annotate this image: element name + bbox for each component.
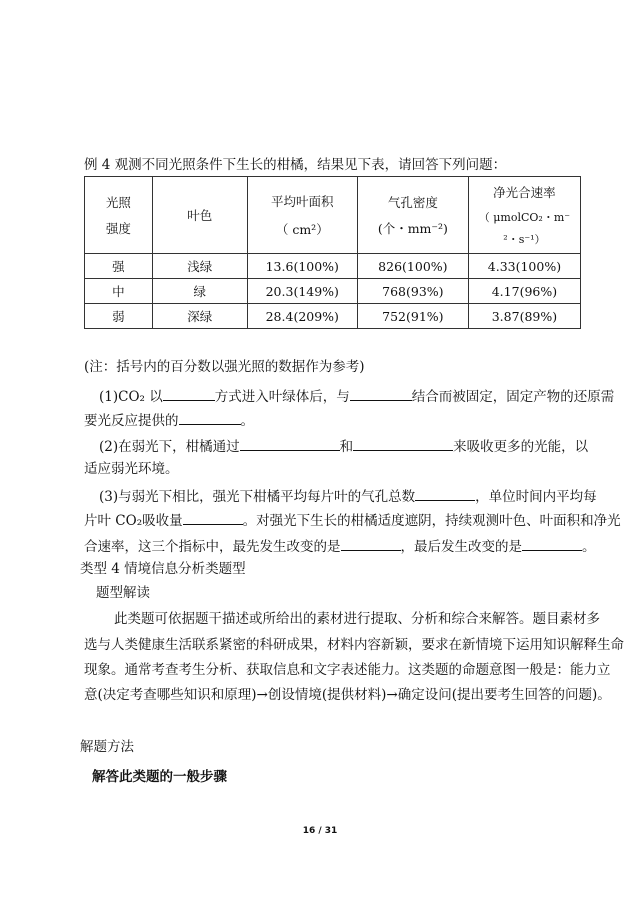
cell-light: 强 bbox=[85, 254, 153, 279]
q3-text-c: 片叶 CO₂吸收量 bbox=[84, 513, 183, 529]
answer-blank[interactable] bbox=[163, 386, 215, 401]
q2-text-b: 和 bbox=[339, 439, 354, 455]
table-header-row bbox=[85, 177, 581, 254]
table-row bbox=[85, 304, 581, 329]
header-leaf-color: 叶色 bbox=[152, 177, 247, 254]
cell-color: 深绿 bbox=[152, 304, 247, 329]
cell-light: 弱 bbox=[85, 304, 153, 329]
question-1-line2 bbox=[84, 410, 254, 430]
table-row bbox=[85, 279, 581, 304]
header-stomata-line2: (个・mm⁻²) bbox=[377, 221, 448, 236]
q3-text-e: 合速率，这三个指标中，最先发生改变的是 bbox=[84, 539, 341, 555]
method-title: 解题方法 bbox=[80, 739, 134, 755]
answer-blank[interactable] bbox=[350, 386, 412, 401]
table-note: (注：括号内的百分数以强光照的数据作为参考) bbox=[84, 359, 365, 375]
header-stomata-line1: 气孔密度 bbox=[387, 195, 438, 210]
section-type-title: 类型 4 情境信息分析类题型 bbox=[80, 561, 246, 577]
example-title: 例 4 观测不同光照条件下生长的柑橘，结果见下表，请回答下列问题： bbox=[84, 157, 507, 173]
q2-text-a: (2)在弱光下，柑橘通过 bbox=[99, 439, 240, 455]
question-3-line1 bbox=[99, 486, 597, 506]
question-2-line1 bbox=[99, 436, 588, 456]
cell-color: 绿 bbox=[152, 279, 247, 304]
q1-text-b: 方式进入叶绿体后，与 bbox=[214, 389, 350, 405]
cell-rate: 4.17(96%) bbox=[468, 279, 580, 304]
q3-text-b: ，单位时间内平均每 bbox=[475, 489, 597, 505]
answer-blank[interactable] bbox=[522, 536, 582, 551]
cell-rate: 4.33(100%) bbox=[468, 254, 580, 279]
section-paragraph-line: 选与人类健康生活联系紧密的科研成果，材料内容新颖，要求在新情境下运用知识解释生命 bbox=[84, 637, 624, 653]
cell-stomata: 768(93%) bbox=[357, 279, 468, 304]
cell-rate: 3.87(89%) bbox=[468, 304, 580, 329]
q1-text-d: 要光反应提供的 bbox=[84, 413, 179, 429]
answer-blank[interactable] bbox=[353, 436, 453, 451]
question-2-line2: 适应弱光环境。 bbox=[84, 461, 179, 477]
q1-text-e: 。 bbox=[240, 413, 254, 429]
answer-blank[interactable] bbox=[179, 410, 241, 425]
page-number: 16 / 31 bbox=[302, 826, 338, 836]
header-light-line2: 强度 bbox=[105, 221, 131, 236]
header-photo-line3: ²・s⁻¹） bbox=[503, 233, 546, 246]
header-stomata bbox=[357, 177, 468, 254]
header-leaf-area-line2: （ cm²） bbox=[275, 222, 329, 237]
cell-area: 20.3(149%) bbox=[247, 279, 357, 304]
cell-area: 13.6(100%) bbox=[247, 254, 357, 279]
data-table bbox=[84, 176, 581, 329]
answer-blank[interactable] bbox=[341, 536, 401, 551]
answer-blank[interactable] bbox=[183, 510, 243, 525]
header-photo-line2: （ μmolCO₂・m⁻ bbox=[478, 211, 571, 224]
header-photo-line1: 净光合速率 bbox=[493, 185, 556, 200]
cell-stomata: 826(100%) bbox=[357, 254, 468, 279]
answer-blank[interactable] bbox=[415, 486, 475, 501]
header-leaf-area bbox=[247, 177, 357, 254]
question-3-line3 bbox=[84, 536, 596, 556]
header-light-line1: 光照 bbox=[105, 195, 131, 210]
header-photosynthesis bbox=[468, 177, 580, 254]
section-subtitle: 题型解读 bbox=[96, 585, 150, 601]
q1-text-a: (1)CO₂ 以 bbox=[99, 389, 163, 405]
q3-text-a: (3)与弱光下相比，强光下柑橘平均每片叶的气孔总数 bbox=[99, 489, 416, 505]
q3-text-f: ，最后发生改变的是 bbox=[400, 539, 522, 555]
q2-text-c: 来吸收更多的光能，以 bbox=[453, 439, 589, 455]
cell-area: 28.4(209%) bbox=[247, 304, 357, 329]
section-paragraph-line: 意(决定考查哪些知识和原理)→创设情境(提供材料)→确定设问(提出要考生回答的问题)。 bbox=[84, 687, 611, 703]
q1-text-c: 结合而被固定，固定产物的还原需 bbox=[411, 389, 615, 405]
cell-stomata: 752(91%) bbox=[357, 304, 468, 329]
question-1-line1 bbox=[99, 386, 614, 406]
q3-text-d: 。对强光下生长的柑橘适度遮阴，持续观测叶色、叶面积和净光 bbox=[242, 513, 621, 529]
answer-blank[interactable] bbox=[240, 436, 340, 451]
q3-text-g: 。 bbox=[582, 539, 596, 555]
cell-color: 浅绿 bbox=[152, 254, 247, 279]
steps-title: 解答此类题的一般步骤 bbox=[92, 769, 227, 785]
cell-light: 中 bbox=[85, 279, 153, 304]
header-leaf-area-line1: 平均叶面积 bbox=[271, 194, 334, 209]
question-3-line2 bbox=[84, 510, 621, 530]
section-paragraph-line: 现象。通常考查考生分析、获取信息和文字表述能力。这类题的命题意图一般是：能力立 bbox=[84, 662, 611, 678]
table-row bbox=[85, 254, 581, 279]
header-light bbox=[85, 177, 153, 254]
section-paragraph-line: 此类题可依据题干描述或所给出的素材进行提取、分析和综合来解答。题目素材多 bbox=[114, 611, 600, 627]
